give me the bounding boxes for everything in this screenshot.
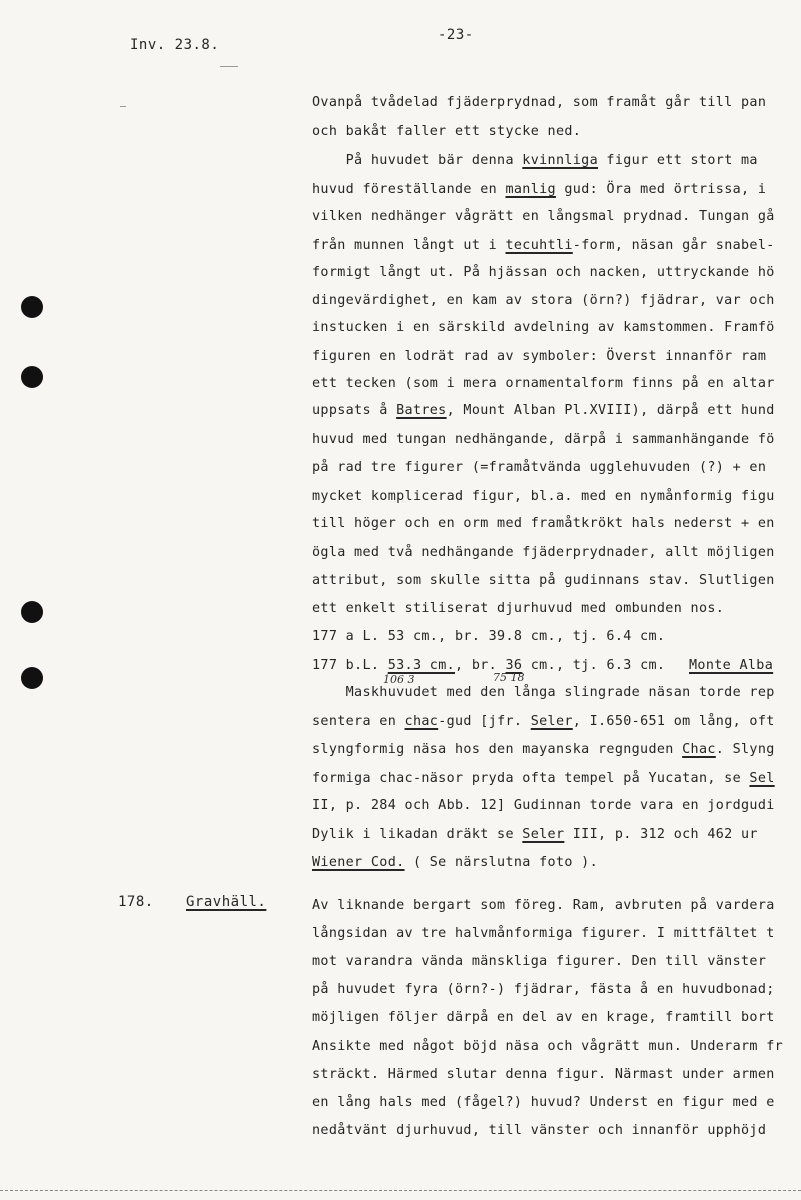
paper-speck	[120, 106, 126, 107]
text-line: sträckt. Härmed slutar denna figur. Närmast under armen	[312, 1067, 775, 1082]
handwritten-note-left: 106 3	[383, 673, 415, 686]
text-segment: gud: Öra med örtrissa, i	[555, 182, 767, 197]
text-line: Av liknande bergart som föreg. Ram, avbruten på vardera	[312, 898, 775, 913]
text-line	[312, 181, 766, 199]
place-name: Monte Alba	[689, 658, 774, 673]
underlined-word: kvinnliga	[522, 153, 599, 168]
text-line: huvud med tungan nedhängande, därpå i sammanhängande fö	[312, 432, 775, 447]
text-line: Ovanpå tvådelad fjäderprydnad, som framåt går till pan	[312, 95, 767, 110]
text-line: möjligen följer därpå en del av en krage, framtill bort	[312, 1010, 775, 1025]
text-line: nedåtvänt djurhuvud, till vänster och innanför upphöjd	[312, 1123, 767, 1138]
text-line: mycket komplicerad figur, bl.a. med en nymånformig figu	[312, 489, 775, 504]
text-segment: från munnen långt ut i	[312, 238, 506, 253]
punch-hole-1	[21, 296, 43, 318]
text-line: vilken nedhänger vågrätt en långsmal prydnad. Tungan gå	[312, 209, 775, 224]
punch-hole-3	[21, 601, 43, 623]
text-segment: Dylik i likadan dräkt se	[312, 827, 523, 842]
text-segment: uppsats å	[312, 403, 397, 418]
text-line: figuren en lodrät rad av symboler: Överst innanför ram	[312, 349, 767, 364]
text-line: instucken i en särskild avdelning av kamstommen. Framfö	[312, 320, 775, 335]
text-segment: slyngformig näsa hos den mayanska regnguden	[312, 742, 683, 757]
underlined-word: 53.3 cm.	[387, 658, 456, 673]
text-line: mot varandra vända mänskliga figurer. Den till vänster	[312, 954, 767, 969]
underlined-word: Seler	[530, 714, 573, 729]
entry-title-178: Gravhäll.	[186, 894, 267, 910]
text-segment: ( Se närslutna foto ).	[404, 855, 599, 870]
scan-edge-line	[0, 1190, 801, 1191]
underlined-word: manlig	[505, 182, 556, 197]
handwritten-note-right: 75 18	[493, 671, 525, 684]
text-line: till höger och en orm med framåtkrökt hals nederst + en	[312, 516, 775, 531]
text-line: ögla med två nedhängande fjäderprydnader, allt möjligen	[312, 545, 775, 560]
text-line	[312, 402, 775, 420]
measurement-177a: 177 a L. 53 cm., br. 39.8 cm., tj. 6.4 cm.	[312, 629, 666, 644]
paper-speck	[220, 66, 238, 67]
underlined-word: tecuhtli	[505, 238, 573, 253]
text-line	[312, 152, 758, 170]
text-line: långsidan av tre halvmånformiga figurer. I mittfältet t	[312, 926, 775, 941]
punch-hole-4	[21, 667, 43, 689]
measurement-177b	[312, 657, 665, 675]
text-line: II, p. 284 och Abb. 12] Gudinnan torde vara en jordgudi	[312, 798, 775, 813]
text-segment: . Slyng	[715, 742, 775, 757]
text-line	[312, 770, 775, 788]
inventory-ref: Inv. 23.8.	[130, 37, 220, 53]
page-number: -23-	[438, 27, 474, 43]
text-segment: , Mount Alban Pl.XVIII), därpå ett hund	[446, 403, 775, 418]
entry-number-178: 178.	[118, 894, 154, 910]
text-segment: -gud [jfr.	[438, 714, 531, 729]
underlined-word: 36	[505, 658, 523, 673]
text-segment: cm., tj. 6.3 cm.	[522, 658, 666, 673]
text-segment: , I.650-651 om lång, oft	[572, 714, 775, 729]
underlined-word: Sel	[749, 771, 775, 786]
underlined-word: Wiener Cod.	[312, 855, 405, 870]
text-line: och bakåt faller ett stycke ned.	[312, 124, 582, 139]
text-segment: På huvudet bär denna	[312, 153, 523, 168]
text-line: Maskhuvudet med den långa slingrade näsan torde rep	[312, 685, 775, 700]
text-segment: III, p. 312 och 462 ur	[564, 827, 758, 842]
text-line	[312, 237, 775, 255]
text-line: ett tecken (som i mera ornamentalform finns på en altar	[312, 376, 775, 391]
text-line: formigt långt ut. På hjässan och nacken, uttryckande hö	[312, 265, 775, 280]
text-line	[312, 854, 598, 872]
text-segment: , br.	[455, 658, 506, 673]
text-line: på rad tre figurer (=framåtvända ugglehuvuden (?) + en	[312, 460, 767, 475]
punch-hole-2	[21, 366, 43, 388]
text-line: en lång hals med (fågel?) huvud? Underst en figur med e	[312, 1095, 775, 1110]
text-segment: -form, näsan går snabel-	[572, 238, 775, 253]
text-line: attribut, som skulle sitta på gudinnans stav. Slutligen	[312, 573, 775, 588]
underlined-word: chac	[404, 714, 439, 729]
text-line: ett enkelt stiliserat djurhuvud med ombunden nos.	[312, 601, 725, 616]
text-segment: sentera en	[312, 714, 405, 729]
underlined-word: Chac	[682, 742, 716, 757]
text-line	[312, 741, 775, 759]
text-segment: figur ett stort ma	[598, 153, 758, 168]
text-segment: huvud föreställande en	[312, 182, 506, 197]
text-line	[312, 826, 758, 844]
underlined-word: Seler	[522, 827, 565, 842]
underlined-word: Batres	[396, 403, 447, 418]
text-segment: formiga chac-näsor pryda ofta tempel på Yucatan, se	[312, 771, 750, 786]
text-line: dingevärdighet, en kam av stora (örn?) fjädrar, var och	[312, 293, 775, 308]
text-line: på huvudet fyra (örn?-) fjädrar, fästa å en huvudbonad;	[312, 982, 775, 997]
text-line: Ansikte med något böjd näsa och vågrätt mun. Underarm fr	[312, 1039, 784, 1054]
text-line	[312, 713, 775, 731]
text-segment: 177 b.L.	[312, 658, 388, 673]
